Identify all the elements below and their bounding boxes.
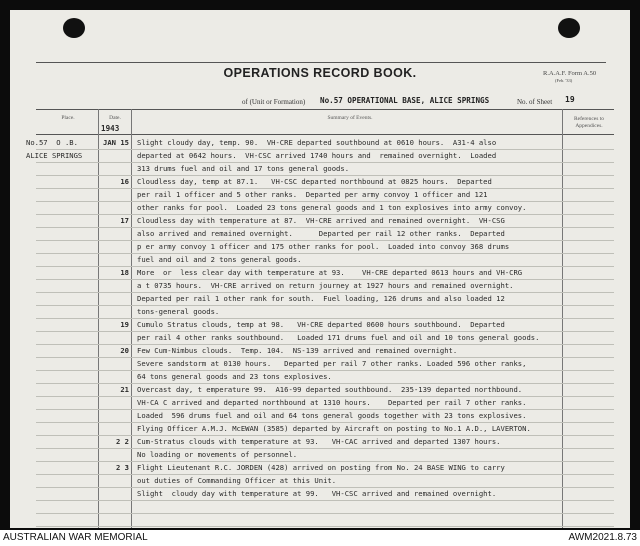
top-rule [36, 62, 606, 63]
form-version: (Feb. '33) [555, 78, 573, 83]
column-header-references: References to Appendices. [573, 116, 605, 129]
entry-summary-line: Flying Officer A.M.J. McEWAN (3585) departed by Aircraft on posting to No.1 A.D., LAVERTON. [137, 424, 531, 433]
footer-accession-number: AWM2021.8.73 [568, 532, 637, 543]
place-line: ALICE SPRINGS [26, 151, 83, 160]
entry-date: 20 [120, 346, 129, 355]
column-header-place: Place. [61, 115, 75, 121]
entry-summary-line: Cloudless day with temperature at 87. VH-CRE arrived and remained overnight. VH-CSG [137, 216, 505, 225]
place-line: No.57 O .B. [26, 138, 78, 147]
ruled-line [36, 305, 614, 319]
entry-summary-line: p er army convoy 1 officer and 175 other ranks for pool. Loaded into convoy 368 drums [137, 242, 510, 251]
entry-date: 21 [120, 385, 129, 394]
entry-summary-line: per rail 4 other ranks southbound. Loaded 171 drums fuel and oil and 10 tons general goods. [137, 333, 540, 342]
column-header-summary: Summary of Events. [327, 115, 373, 121]
entry-date: JAN 15 [103, 138, 129, 147]
entry-summary-line: Loaded 596 drums fuel and oil and 64 tons general goods together with 23 tons explosives. [137, 411, 527, 420]
year-label: 1943 [101, 124, 120, 133]
ruled-line [36, 253, 614, 267]
sheet-number: 19 [565, 95, 575, 104]
entry-summary-line: Slight cloudy day, temp. 90. VH-CRE departed southbound at 0610 hours. A31-4 also [137, 138, 497, 147]
ruled-line [36, 448, 614, 462]
ruled-line [36, 513, 614, 527]
entry-summary-line: No loading or movements of personnel. [137, 450, 298, 459]
header-bottom-rule [36, 134, 614, 135]
entry-summary-line: departed at 0642 hours. VH-CSC arrived 1740 hours and remained overnight. Loaded [137, 151, 497, 160]
entry-summary-line: tons-general goods. [137, 307, 220, 316]
form-title: OPERATIONS RECORD BOOK. [223, 66, 417, 80]
sheet-label: No. of Sheet [517, 98, 553, 106]
entry-summary-line: Overcast day, t emperature 99. A16-99 departed southbound. 235-139 departed northbound. [137, 385, 523, 394]
entry-date: 2 2 [116, 437, 129, 446]
entry-summary-line: Severe sandstorm at 0130 hours. Departed per rail 7 other ranks. Loaded 596 other ranks, [137, 359, 527, 368]
entry-summary-line: Few Cum-Nimbus clouds. Temp. 104. NS-139 arrived and remained overnight. [137, 346, 458, 355]
unit-value: No.57 OPERATIONAL BASE, ALICE SPRINGS [320, 96, 490, 105]
entry-summary-line: out duties of Commanding Officer at this Unit. [137, 476, 337, 485]
entry-summary-line: Slight cloudy day with temperature at 99. VH-CSC arrived and remained overnight. [137, 489, 497, 498]
entry-summary-line: Flight Lieutenant R.C. JORDEN (428) arrived on posting from No. 24 BASE WING to carry [137, 463, 505, 472]
column-header-date: Date. [109, 115, 121, 121]
footer-archive-name: AUSTRALIAN WAR MEMORIAL [3, 532, 148, 543]
header-top-rule [36, 109, 614, 110]
entry-date: 17 [120, 216, 129, 225]
entry-date: 16 [120, 177, 129, 186]
form-number: R.A.A.F. Form A.50 [543, 70, 597, 77]
entry-summary-line: 64 tons general goods and 23 tons explosives. [137, 372, 332, 381]
entry-summary-line: Cumulo Stratus clouds, temp at 98. VH-CRE departed 0600 hours southbound. Departed [137, 320, 505, 329]
entry-summary-line: VH-CA C arrived and departed northbound at 1310 hours. Departed per rail 7 other ranks. [137, 398, 527, 407]
entry-summary-line: More or less clear day with temperature at 93. VH-CRE departed 0613 hours and VH-CRG [137, 268, 523, 277]
entry-summary-line: a t 0735 hours. VH-CRE arrived on return journey at 1927 hours and remained overnight. [137, 281, 514, 290]
entry-summary-line: other ranks for pool. Loaded 23 tons general goods and 1 ton explosives into army convoy. [137, 203, 527, 212]
entry-summary-line: 313 drums fuel and oil and 17 tons general goods. [137, 164, 350, 173]
entry-date: 19 [120, 320, 129, 329]
entry-date: 18 [120, 268, 129, 277]
entry-summary-line: also arrived and remained overnight. Departed per rail 12 other ranks. Departed [137, 229, 505, 238]
punch-hole-right [558, 18, 580, 38]
entry-date: 2 3 [116, 463, 129, 472]
entry-summary-line: per rail 1 officer and 5 other ranks. Departed per army convoy 1 officer and 121 [137, 190, 488, 199]
ruled-line [36, 500, 614, 514]
punch-hole-left [63, 18, 85, 38]
entry-summary-line: fuel and oil and 2 tons general goods. [137, 255, 302, 264]
record-sheet [10, 10, 630, 528]
entry-summary-line: Departed per rail 1 other rank for south. Fuel loading, 126 drums and also loaded 12 [137, 294, 505, 303]
unit-label: of (Unit or Formation) [242, 98, 306, 106]
entry-summary-line: Cum-Stratus clouds with temperature at 93. VH-CAC arrived and departed 1307 hours. [137, 437, 501, 446]
entry-summary-line: Cloudless day, temp at 87.1. VH-CSC departed northbound at 0825 hours. Departed [137, 177, 492, 186]
